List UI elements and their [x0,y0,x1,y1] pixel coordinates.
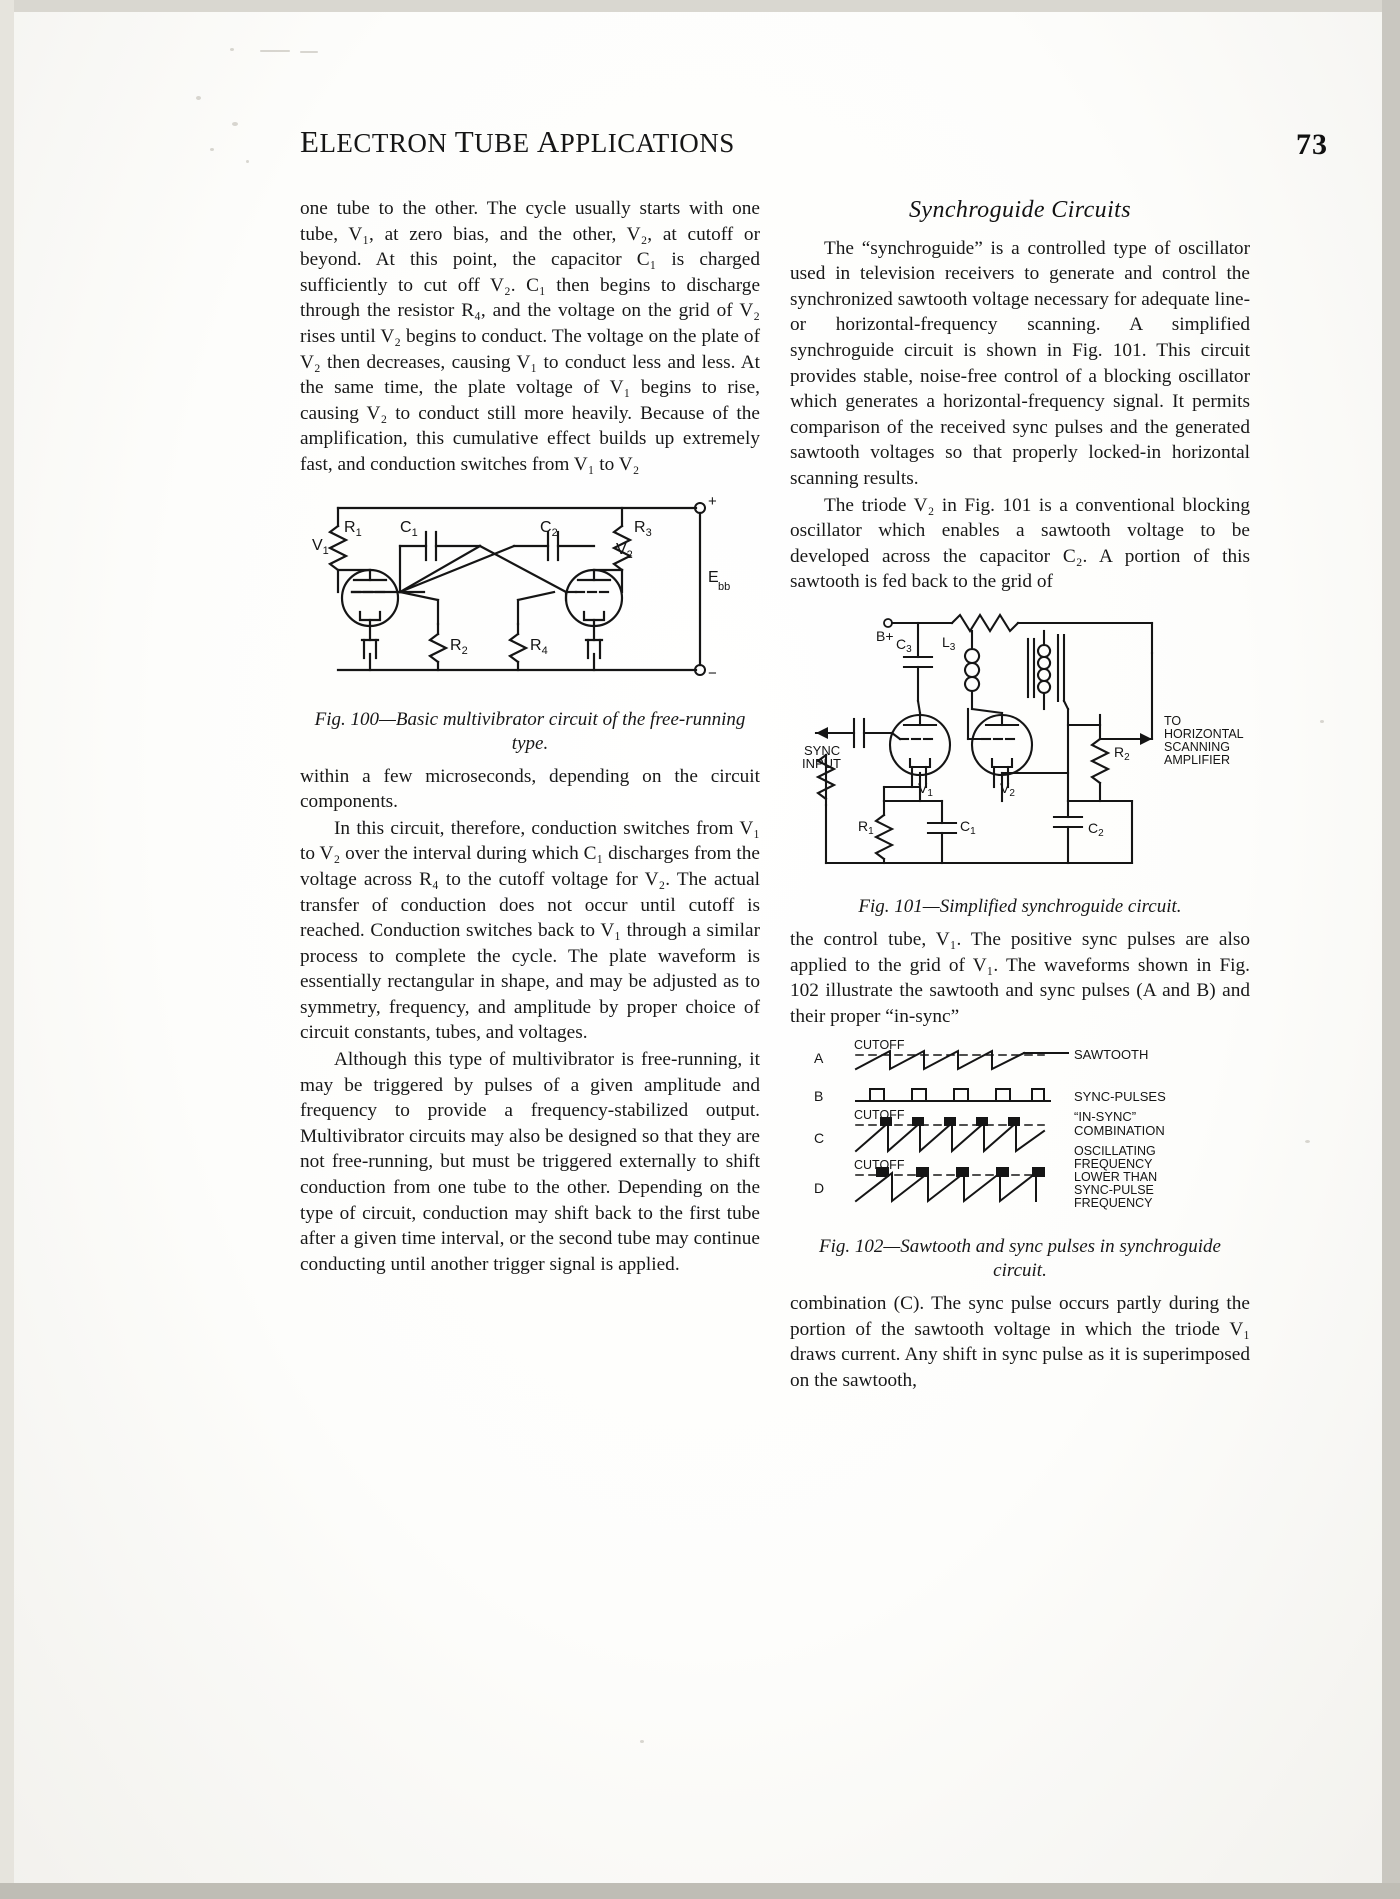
page-edge-right [1382,0,1400,1899]
paragraph: the control tube, V₁. The positive sync pulses are also applied to the grid of V₁. The waveforms shown in Fig. 102 illustrate the sawtooth and sync pulses (A and B) and their proper “in-sync” [790,928,1250,1027]
row-key-d: D [814,1180,825,1197]
scan-speck [1305,1140,1310,1143]
row-d-label-5: FREQUENCY [1074,1196,1153,1211]
figure-100-schematic [304,488,756,708]
label-v1: $V_1$ [312,536,329,557]
scan-speck [230,48,234,51]
row-key-b: B [814,1088,824,1105]
page-edge-left [0,0,14,1899]
label-c1: $C_1$ [960,817,976,837]
paragraph: one tube to the other. The cycle usually starts with one tube, V₁, at zero bias, and the other, V₂, at cutoff or beyond. At this point, the capacitor C₁ is charged sufficiently to cut off V₂. C₁ then begins to discharge through the resistor R₄, and the voltage on the grid of V₂ rises until V₂ begins to conduct. The voltage on the plate of V₂ then decreases, causing V₁ to conduct less and less. At the same time, the plate voltage of V₁ begins to rise, causing V₂ to conduct still more heavily. Because of the amplification, this cumulative effect builds up extremely fast, and conduction switches from V₁ to V₂ [300,198,760,475]
paragraph: within a few microseconds, depending on the circuit components. [300,765,760,813]
scan-speck [640,1740,644,1743]
label-output-2: HORIZONTAL [1164,726,1244,741]
paragraph: Although this type of multivibrator is free-running, it may be triggered by pulses of a given amplitude and frequency to provide a frequency-stabilized output. Multivibrator circuits may also be designed so that they are not free-running, but must be triggered externally to shift conduction from one tube to the other. Depending on the type of circuit, conduction may shift back to the first tube after a given time interval, or the second tube may continue conducting until another trigger signal is applied. [300,1049,760,1275]
scan-speck [232,122,238,126]
row-c-cutoff: CUTOFF [854,1108,905,1123]
label-v1: $V_1$ [918,779,933,799]
figure-102 [790,1039,1250,1283]
label-plus: + [708,492,717,510]
row-c-label-2: COMBINATION [1074,1123,1165,1139]
page-edge-top [0,0,1400,12]
figure-101 [790,605,1250,919]
scan-speck [196,96,201,100]
label-output-3: SCANNING [1164,739,1230,754]
figure-101-schematic [792,605,1248,895]
label-r2: $R_2$ [450,636,468,657]
right-column [790,196,1250,1394]
scan-speck [246,160,249,163]
label-l3: $L_3$ [942,633,956,653]
label-ebb-sub: bb [718,580,731,593]
label-c3: $C_3$ [896,635,912,655]
running-head: ELECTRON TUBE APPLICATIONS [300,124,735,159]
label-r1: $R_1$ [858,817,874,837]
row-key-a: A [814,1050,824,1067]
left-column [300,196,760,1277]
row-c-label-1: “IN-SYNC” [1074,1109,1137,1125]
label-c1: $C_1$ [400,518,418,539]
scan-speck [1320,720,1324,723]
label-b-plus: B+ [876,627,894,644]
page-number: 73 [1296,128,1328,161]
label-r2: $R_2$ [1114,743,1130,763]
label-sync-input-line2: INPUT [802,755,841,771]
figure-102-caption: Fig. 102—Sawtooth and sync pulses in synchroguide circuit. [819,1236,1221,1282]
paragraph: combination (C). The sync pulse occurs partly during the portion of the sawtooth voltage in which the triode V₁ draws current. Any shift in sync pulse as it is superimposed on the sawtooth, [790,1293,1250,1392]
row-d-label-1: OSCILLATING [1074,1144,1156,1159]
label-r3: $R_3$ [634,518,652,539]
scan-speck [300,51,318,53]
row-a-cutoff: CUTOFF [854,1039,905,1053]
scan-speck [260,50,290,52]
paragraph: The triode V₂ in Fig. 101 is a conventional blocking oscillator which enables a sawtooth voltage to be developed across the capacitor C₂. A portion of this sawtooth is fed back to the grid of [790,494,1250,593]
label-minus: − [708,664,717,682]
label-c2: $C_2$ [1088,819,1104,839]
row-key-c: C [814,1130,825,1147]
label-output-1: TO [1164,713,1182,728]
figure-102-waveforms [792,1039,1248,1235]
row-b-label: SYNC-PULSES [1074,1089,1166,1105]
page-edge-bottom [0,1883,1400,1899]
figure-100 [300,488,760,756]
label-output-4: AMPLIFIER [1164,752,1230,767]
row-d-label-2: FREQUENCY [1074,1157,1153,1172]
section-heading: Synchroguide Circuits [909,197,1131,223]
label-c2: $C_2$ [540,518,558,539]
row-a-label: SAWTOOTH [1074,1047,1149,1063]
scan-speck [210,148,214,151]
label-r1: $R_1$ [344,518,362,539]
label-ebb: E [708,568,719,586]
paragraph: The “synchroguide” is a controlled type of oscillator used in television receivers to generate and control the synchronized sawtooth voltage necessary for adequate line- or horizontal-frequency scanning. A simplified synchroguide circuit is shown in Fig. 101. This circuit provides stable, noise-free control of a blocking oscillator which generates a horizontal-frequency signal. It permits comparison of the received sync pulses and the generated sawtooth voltages so that properly locked-in horizontal scanning results. [790,237,1250,489]
row-d-cutoff: CUTOFF [854,1158,905,1173]
figure-101-caption: Fig. 101—Simplified synchroguide circuit. [858,895,1182,917]
label-r4: $R_4$ [530,636,548,657]
label-sync-input-line1: SYNC [804,742,841,758]
row-d-label-4: SYNC-PULSE [1074,1183,1154,1198]
figure-100-caption: Fig. 100—Basic multivibrator circuit of the free-running type. [314,708,746,754]
paragraph: In this circuit, therefore, conduction switches from V₁ to V₂ over the interval during which C₁ discharges from the voltage across R₄ to the cutoff voltage for V₂. The actual transfer of conduction does not occur until cutoff is reached. Conduction switches back to V₁ through a similar process to complete the cycle. The plate waveform is essentially rectangular in shape, and may be adjusted as to symmetry, frequency, and amplitude by proper choice of circuit constants, tubes, and voltages. [300,817,760,1044]
label-v2: $V_2$ [1000,779,1015,799]
label-v2: $V_2$ [616,540,633,561]
row-d-label-3: LOWER THAN [1074,1170,1158,1185]
